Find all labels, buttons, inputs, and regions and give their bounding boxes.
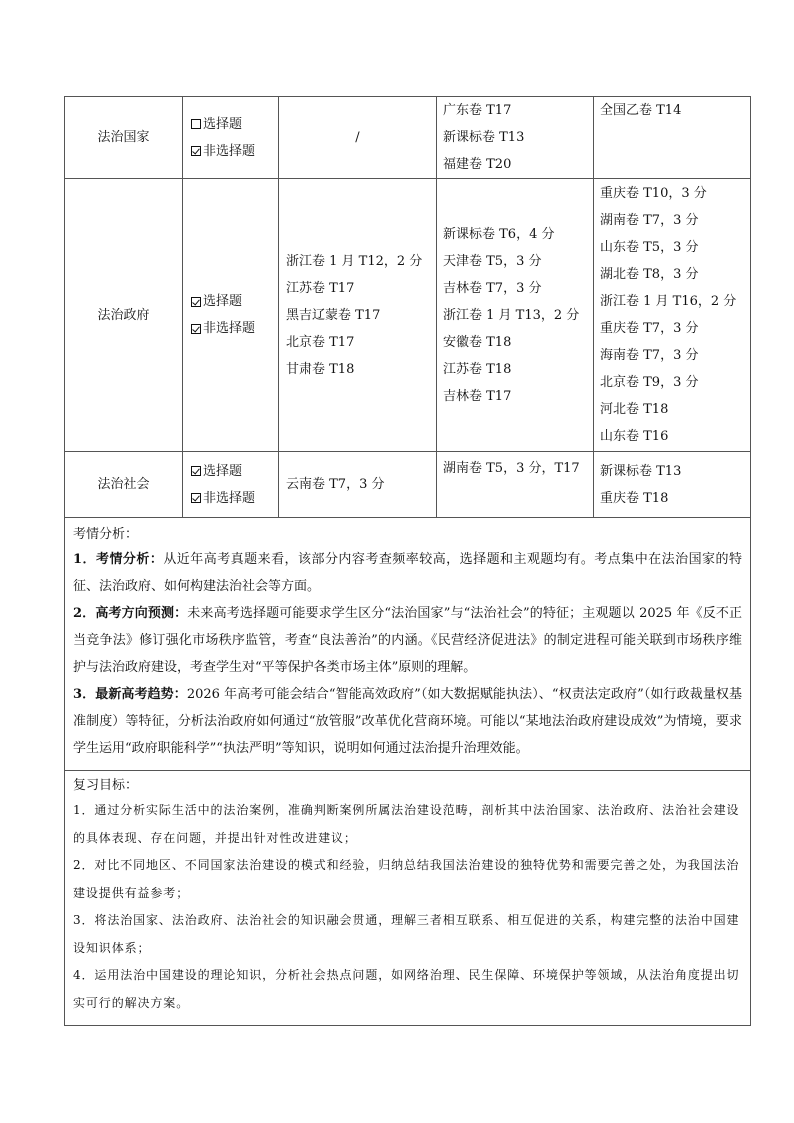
goals-heading: 复习目标： [73, 778, 139, 793]
exam-entry: 福建卷 T20 [443, 157, 512, 172]
question-type-cell [183, 97, 279, 179]
exam-entry: 浙江卷 1 月 T13，2 分 [443, 307, 580, 323]
goals-row [65, 771, 751, 1026]
exam-entry: 全国乙卷 T14 [600, 103, 682, 118]
exam-cell-col3 [279, 452, 437, 518]
question-type-cell [183, 452, 279, 518]
exam-entry: 重庆卷 T7，3 分 [600, 321, 699, 336]
exam-cell-col3 [279, 97, 437, 179]
analysis-item-label: 3．最新高考趋势： [73, 687, 187, 702]
option-nonchoice [191, 138, 278, 165]
option-nonchoice [191, 485, 278, 512]
exam-entry: 湖南卷 T7，3 分 [600, 213, 699, 228]
analysis-heading: 考情分析： [73, 527, 139, 542]
analysis-item-text: 2026 年高考可能会结合“智能高效政府”（如大数据赋能执法）、“权责法定政府”（如行政裁量权基准制度）等特征，分析法治政府如何通过“放管服”改革优化营商环境。可能以“某地法治政府建设成效”为情境，要求学生运用“政府职能科学”“执法严明”等知识，说明如何通过法治提升治理效能。 [73, 687, 742, 756]
checkbox-unchecked-icon [191, 119, 201, 129]
exam-cell-col5 [594, 97, 751, 179]
exam-entry: 海南卷 T7，3 分 [600, 348, 699, 363]
topic-cell [65, 452, 183, 518]
option-label: 非选择题 [203, 490, 256, 506]
table-row [65, 97, 751, 179]
option-label: 选择题 [203, 294, 243, 309]
analysis-item-label: 1．考情分析： [73, 552, 164, 567]
goal-item: 4．运用法治中国建设的理论知识，分析社会热点问题，如网络治理、民生保障、环境保护等领域，从法治角度提出切实可行的解决方案。 [73, 968, 740, 1010]
analysis-item-text: 未来高考选择题可能要求学生区分“法治国家”与“法治社会”的特征；主观题以 2025 年《反不正当竞争法》修订强化市场秩序监管，考查“良法善治”的内涵。《民营经济促进法》的制定进程可能关联到市场秩序维护与法治政府建设，考查学生对“平等保护各类市场主体”原则的理解。 [73, 606, 743, 675]
topic-cell [65, 97, 183, 179]
table-row [65, 452, 751, 518]
option-choice [191, 458, 278, 485]
analysis-cell [65, 518, 751, 771]
exam-cell-col4 [437, 452, 594, 518]
exam-entry: 甘肃卷 T18 [286, 361, 355, 377]
exam-entry: 河北卷 T18 [600, 402, 669, 417]
option-choice [191, 288, 278, 315]
exam-entry: 新课标卷 T13 [600, 463, 682, 479]
goals-cell [65, 771, 751, 1026]
analysis-item-label: 2．高考方向预测： [73, 606, 188, 621]
exam-entry: 重庆卷 T10，3 分 [600, 186, 707, 201]
exam-entry: 黑吉辽蒙卷 T17 [286, 307, 381, 323]
option-label: 选择题 [203, 463, 243, 479]
checkbox-checked-icon [191, 466, 201, 476]
exam-cell-col5 [594, 452, 751, 518]
exam-entry: 山东卷 T5，3 分 [600, 240, 699, 255]
page-content [64, 96, 743, 1026]
checkbox-checked-icon [191, 493, 201, 503]
exam-entry: 重庆卷 T18 [600, 490, 669, 506]
table-row [65, 179, 751, 452]
analysis-item [73, 546, 742, 600]
question-type-cell [183, 179, 279, 452]
exam-entry: 浙江卷 1 月 T16，2 分 [600, 294, 737, 309]
checkbox-checked-icon [191, 324, 201, 334]
topic-cell [65, 179, 183, 452]
exam-entry: 浙江卷 1 月 T12，2 分 [286, 253, 423, 269]
exam-entry: 湖北卷 T8，3 分 [600, 267, 699, 282]
exam-entry: 湖南卷 T5，3 分，T17 [443, 461, 580, 476]
goal-item: 2．对比不同地区、不同国家法治建设的模式和经验，归纳总结我国法治建设的独特优势和需要完善之处，为我国法治建设提供有益参考； [73, 858, 740, 900]
exam-entry: 北京卷 T9，3 分 [600, 375, 699, 390]
exam-cell-col4 [437, 179, 594, 452]
exam-entry: / [355, 130, 360, 145]
exam-entry: 江苏卷 T18 [443, 361, 512, 377]
topic-label: 法治政府 [97, 307, 150, 323]
checkbox-checked-icon [191, 146, 201, 156]
exam-entry: 新课标卷 T6，4 分 [443, 226, 555, 242]
option-nonchoice [191, 315, 278, 342]
goal-item: 3．将法治国家、法治政府、法治社会的知识融会贯通，理解三者相互联系、相互促进的关系，构建完整的法治中国建设知识体系； [73, 913, 740, 955]
exam-entry: 吉林卷 T17 [443, 388, 512, 404]
exam-entry: 吉林卷 T7，3 分 [443, 280, 542, 296]
exam-statistics-table [64, 96, 751, 1026]
checkbox-checked-icon [191, 297, 201, 307]
analysis-item [73, 681, 742, 762]
exam-entry: 安徽卷 T18 [443, 334, 512, 350]
exam-entry: 江苏卷 T17 [286, 280, 355, 296]
analysis-item [73, 600, 742, 681]
goal-item: 1．通过分析实际生活中的法治案例，准确判断案例所属法治建设范畴，剖析其中法治国家、法治政府、法治社会建设的具体表现、存在问题，并提出针对性改进建议； [73, 803, 740, 845]
exam-entry: 云南卷 T7，3 分 [286, 477, 385, 492]
analysis-row [65, 518, 751, 771]
exam-cell-col5 [594, 179, 751, 452]
topic-label: 法治国家 [97, 130, 150, 145]
topic-label: 法治社会 [97, 477, 150, 492]
option-label: 非选择题 [203, 143, 256, 159]
exam-entry: 山东卷 T16 [600, 429, 669, 444]
analysis-item-text: 从近年高考真题来看，该部分内容考查频率较高，选择题和主观题均有。考点集中在法治国家的特征、法治政府、如何构建法治社会等方面。 [73, 552, 742, 594]
exam-entry: 广东卷 T17 [443, 103, 512, 118]
option-choice [191, 111, 278, 138]
exam-cell-col4 [437, 97, 594, 179]
exam-entry: 天津卷 T5，3 分 [443, 253, 542, 269]
exam-cell-col3 [279, 179, 437, 452]
exam-entry: 新课标卷 T13 [443, 130, 525, 145]
option-label: 选择题 [203, 116, 243, 132]
exam-entry: 北京卷 T17 [286, 334, 355, 350]
option-label: 非选择题 [203, 321, 256, 336]
